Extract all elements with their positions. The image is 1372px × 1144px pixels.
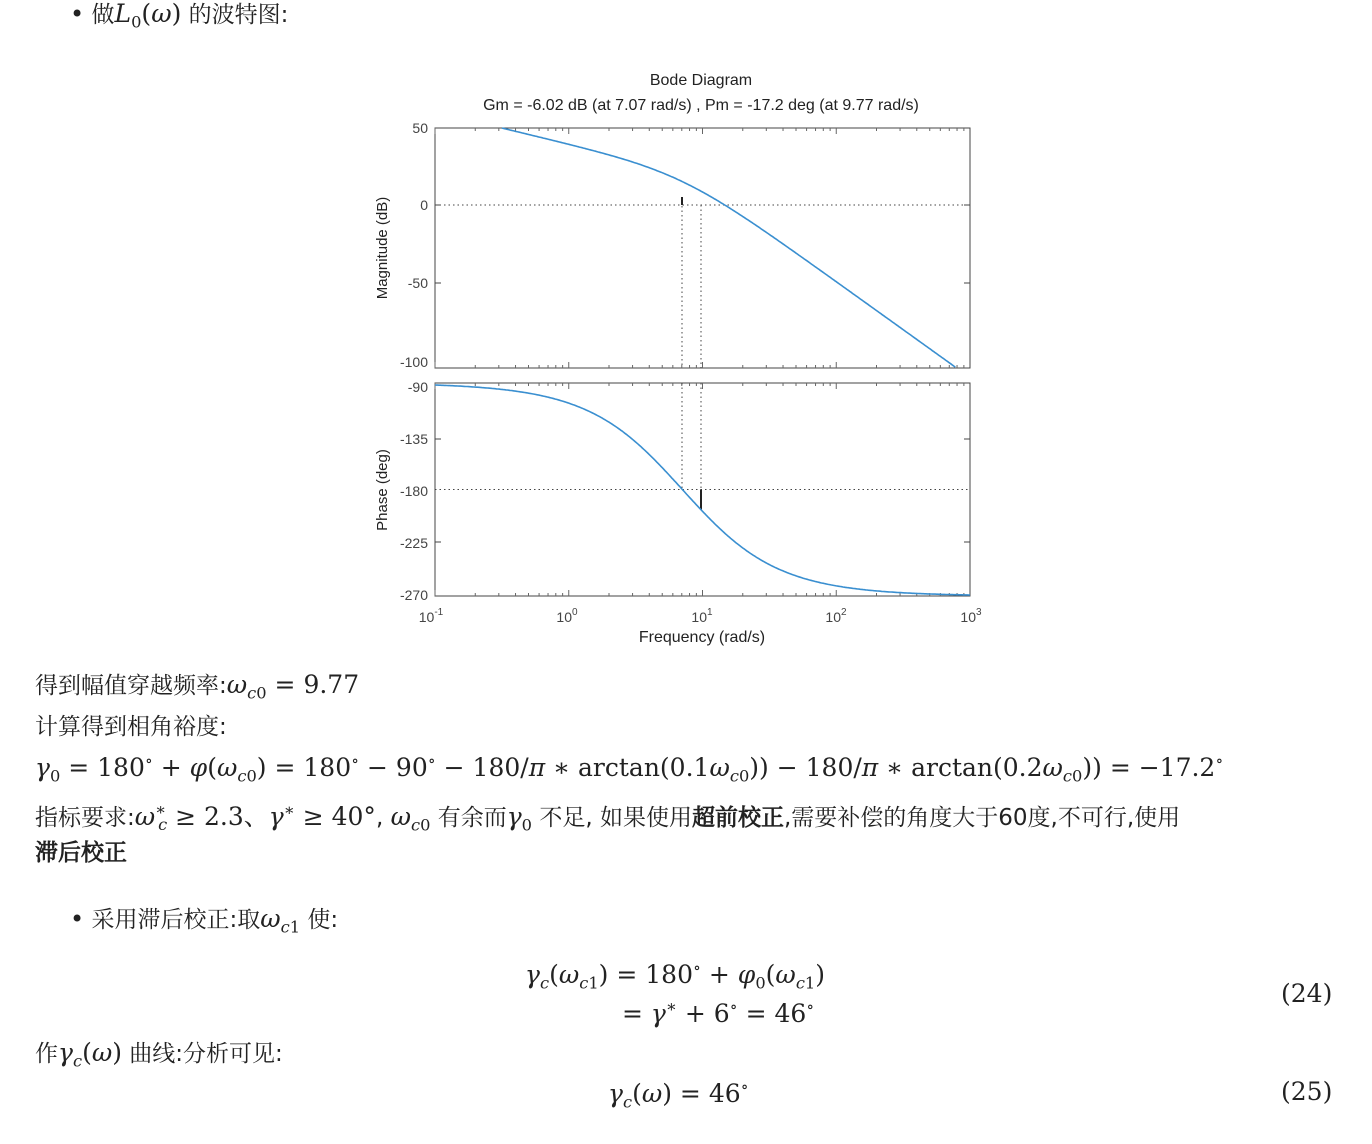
lag-compensation-bold: 滞后校正 <box>35 840 127 866</box>
phase-tick-label: -90 <box>407 379 428 395</box>
crossover-label: 得到幅值穿越频率: <box>35 673 227 699</box>
magnitude-axis-label: Magnitude (dB) <box>374 196 391 300</box>
crossover-frequency-line <box>35 669 359 710</box>
bullet-dot: • <box>70 0 85 28</box>
x-tick-label: $10^1$ <box>691 607 713 625</box>
x-tick-label: $10^3$ <box>960 607 982 625</box>
figure-title: Bode Diagram <box>649 72 753 89</box>
bullet-text-suffix: 的波特图: <box>181 2 289 28</box>
phase-margin-calc-label: 计算得到相角裕度: <box>35 714 227 740</box>
bullet-item-bode <box>70 0 288 39</box>
spec-text-rest1: 不足, 如果使用 <box>532 804 692 831</box>
gamma-curve-line <box>35 1037 283 1078</box>
phase-axis-label: Phase (deg) <box>374 449 391 531</box>
phase-tick-label: -225 <box>399 535 428 551</box>
math-wc0: $\omega_{c0}$ <box>390 801 431 835</box>
spec-text-has: 有余而 <box>430 804 507 831</box>
equation-24-line1: $\gamma_c(\omega_{c1}) = 180^\circ + \varphi_0(\omega_{c1})$ <box>525 958 826 993</box>
math-L0-omega: $L_0(\omega)$ <box>114 0 182 32</box>
equation-25: $\gamma_c(\omega) = 46^\circ$ <box>608 1077 749 1112</box>
mag-tick-label: -100 <box>399 354 428 370</box>
math-wc1: $\omega_{c1}$ <box>260 904 301 937</box>
mag-tick-label: 50 <box>412 120 428 136</box>
equation-24-line2: = γ∗ + 6∘ = 46∘ <box>622 997 815 1028</box>
bullet2-suffix: 使: <box>300 907 339 933</box>
equation-number-24: (24) <box>1281 979 1333 1008</box>
bullet-text-prefix: 做 <box>91 2 115 28</box>
magnitude-axes <box>435 128 970 368</box>
gamma-curve-suffix: 曲线:分析可见: <box>121 1041 283 1067</box>
bullet2-prefix: 采用滞后校正:取 <box>91 907 261 933</box>
frequency-axis-label: Frequency (rad/s) <box>638 629 766 646</box>
figure-subtitle: Gm = -6.02 dB (at 7.07 rad/s) , Pm = -17.2 deg (at 9.77 rad/s) <box>483 97 919 114</box>
mag-tick-label: 0 <box>420 197 428 213</box>
lag-compensation-bold-line <box>35 837 127 869</box>
spec-text-rest2: ,需要补偿的角度大于60度,不可行,使用 <box>783 804 1181 831</box>
phase-tick-label: -180 <box>399 483 428 499</box>
gamma-curve-prefix: 作 <box>35 1041 58 1067</box>
spec-requirement-line <box>35 794 1180 841</box>
x-tick-label: $10^2$ <box>825 607 847 625</box>
phase-tick-label: -135 <box>399 431 428 447</box>
spec-comma: , <box>375 804 384 831</box>
bullet-item-lag <box>70 903 338 944</box>
math-gammac-omega: $\gamma_c(\omega)$ <box>58 1038 122 1071</box>
equation-number-25: (25) <box>1281 1077 1333 1106</box>
phase-tick-label: -270 <box>399 587 428 603</box>
phase-margin-formula: $\gamma_0 = 180^\circ + \varphi(\omega_{c0}) = 180^\circ - 90^\circ - 180/\pi$ ∗ $\arctan(0.1\omega_{c0})) - 180/\pi$ ∗ $\arctan(0.2\omega_{c0})) = -17.2^\circ$ <box>35 751 1224 786</box>
mag-tick-label: -50 <box>407 275 428 291</box>
bullet-dot: • <box>70 905 85 933</box>
bode-diagram-figure <box>350 60 1010 660</box>
x-tick-label: $10^{-1}$ <box>418 607 444 625</box>
x-tick-label: $10^0$ <box>556 607 578 625</box>
math-gamma0: $\gamma_0$ <box>506 801 533 835</box>
math-wc-star: $\omega^∗_c \ge 2.3$、γ∗ ≥ 40° <box>134 800 376 835</box>
spec-label: 指标要求: <box>35 804 135 831</box>
lead-compensation-bold: 超前校正 <box>691 804 784 831</box>
math-wc0-equals: $\omega_{c0} = 9.77$ <box>226 670 360 703</box>
